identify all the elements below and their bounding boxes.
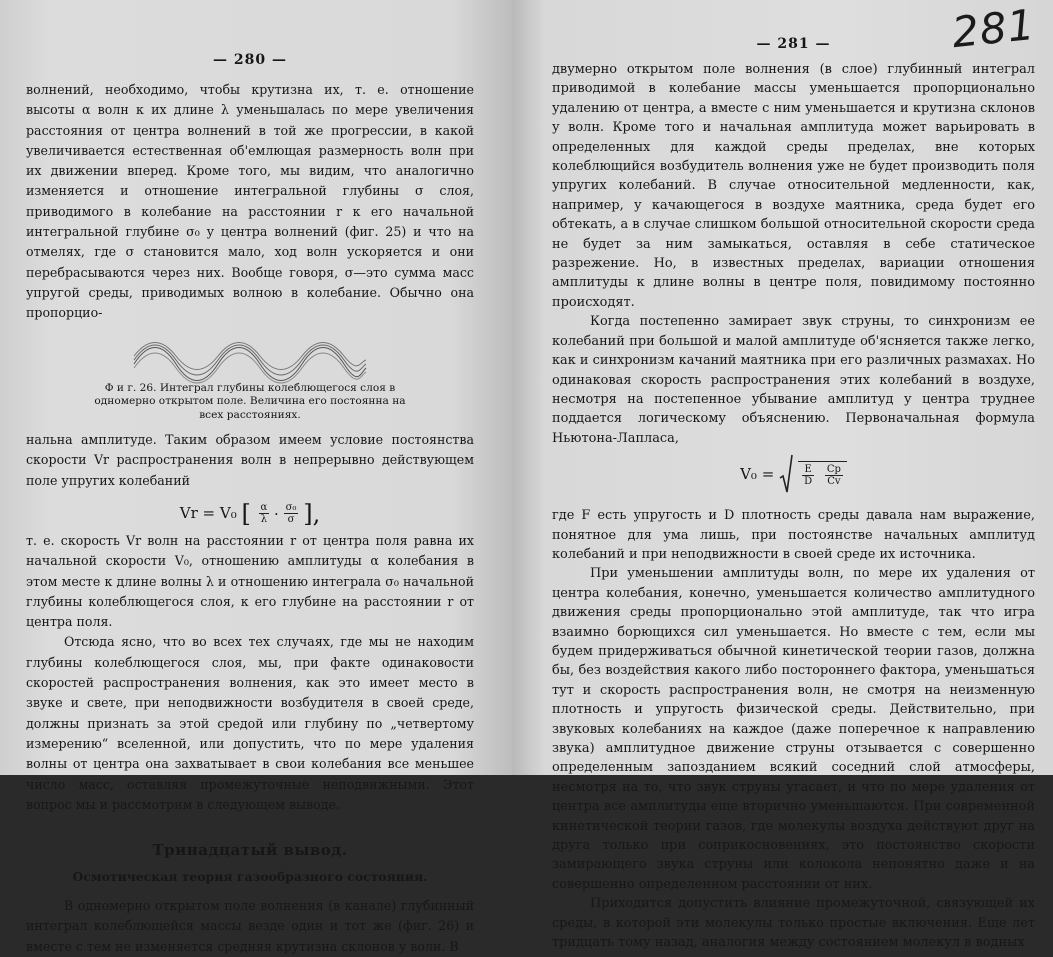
right-page xyxy=(512,0,1053,951)
fraction-denominator-lambda: λ xyxy=(260,514,268,526)
fraction-numerator-e: E xyxy=(804,464,812,476)
figure-caption: Ф и г. 26. Интеграл глубины колеблющегося слоя в одномерно открытом поле. Величина его постоянна на всех расстояниях. xyxy=(94,381,406,421)
fraction-numerator-sigma0: σ₀ xyxy=(285,502,297,514)
section-subheading: Осмотическая теория газообразного состояния. xyxy=(72,869,428,885)
page-number-right: — 281 — xyxy=(756,36,831,52)
left-paragraph-2: нальна амплитуде. Таким образом имеем условие постоянства скорости Vr распространения волн в непрерывно действующем поле упругих колебаний xyxy=(26,432,474,488)
square-root xyxy=(779,454,847,494)
formula-v0: V₀ = xyxy=(740,465,775,484)
figure-26 xyxy=(26,334,474,423)
fraction-cp-cv xyxy=(825,464,843,487)
right-paragraph-2: Когда постепенно замирает звук струны, то синхронизм ее колебаний при большой и малой амплитуде об'ясняется также легко, как и синхронизм качаний маятника при его различных размахах. Но одинаковая скорость распространения этих колебаний в воздухе, несмотря на постепенное убывание амплитуд у центра труднее поддается логическому объяснению. Первоначальная формула Ньютона-Лапласа, xyxy=(552,314,1035,446)
right-paragraph-4: При уменьшении амплитуды волн, по мере их удаления от центра колебания, конечно, уменьшается количество амплитудного движения среды пропорционально этой амплитуде, так что игра взаимно борющихся сил уменьшается. Но вместе с тем, если мы будем придерживаться обычной кинетической теории газов, должна бы, без воздействия какого либо постороннего фактора, уменьшаться тут и скорость распространения волн, не смотря на неизменную плотность и упругость физической среды. Действительно, при звуковых колебаниях на каждое (даже поперечное к направлению звука) амплитудное движение струны отзывается с совершенно определенным запозданием всякий соседний слой атмосферы, несмотря на то, что звук струны угасает, и что по мере удаления от центра все амплитуды еще вторично уменьшаются. При современной кинетической теории газов, где молекулы воздуха действуют друг на друга только при соприкосновениях, это постоянство скорости замирающего звука струны или колокола непонятно даже и на совершенно определенном расстоянии от них. xyxy=(552,566,1035,892)
section-heading: Тринадцатый вывод. xyxy=(152,841,348,860)
left-paragraph-3: т. е. скорость Vr волн на расстоянии r от центра поля равна их начальной скорости V₀, отношению амплитуды α колебания в этом месте к длине волны λ и отношению интеграла σ₀ начальной глубины колеблющегося слоя, к его глубине на расстоянии r от центра поля. xyxy=(26,532,474,630)
left-page xyxy=(0,0,512,954)
left-paragraph-5: В одномерно открытом поле волнения (в канале) глубинный интеграл колеблющейся массы везде один и тот же (фиг. 26) и вместе с тем не изменяется средняя крутизна склонов у волн. В xyxy=(26,898,474,954)
right-paragraph-5: Приходится допустить влияние промежуточной, связующей их среды, в которой эти молекулы только простые включения. Еще лет тридцать тому назад, аналогия между состоянием молекул в водных xyxy=(552,896,1035,951)
right-paragraph-3: где F есть упругость и D плотность среды давала нам выражение, понятное для ума лишь, при постоянстве начальных амплитуд колебаний и при неподвижности в своей среде их источника. xyxy=(552,508,1035,562)
velocity-formula: Vr = V₀ [ $\frac{\alpha}{\lambda}$ · $\frac{\text{σ₀}}{\sigma}$ ], xyxy=(179,499,321,528)
fraction-denominator-d: D xyxy=(804,476,813,488)
fraction-alpha-lambda xyxy=(259,502,270,525)
fraction-numerator-alpha: α xyxy=(260,502,268,514)
formula-lhs: Vr = V₀ xyxy=(179,503,237,522)
fraction-e-d xyxy=(802,464,813,487)
wave-illustration xyxy=(130,334,370,378)
fraction-denominator-cv: Cv xyxy=(827,476,841,488)
newton-laplace-formula xyxy=(552,454,1035,500)
fraction-sigma xyxy=(284,502,299,525)
page-number-left: — 280 — xyxy=(213,52,287,68)
fraction-numerator-cp: Cp xyxy=(826,464,841,476)
left-paragraph-1: волнений, необходимо, чтобы крутизна их, т. е. отношение высоты α волн к их длине λ уменьшалась по мере увеличения расстояния от центра волнений в той же прогрессии, в какой увеличивается естественная об'емлющая размерность волн при их движении вперед. Кроме того, мы видим, что аналогично изменяется и отношение интегральной глубины σ слоя, приводимого в колебание на расстоянии r к его начальной интегральной глубине σ₀ у центра волнений (фиг. 25) и что на отмелях, где σ становится мало, ход волн ускоряется и они перебрасываются через них. Вообще говоря, σ—это сумма масс упругой среды, приводимых волною в колебание. Обычно она пропорцио- xyxy=(26,82,474,321)
right-paragraph-1: двумерно открытом поле волнения (в слое) глубинный интеграл приводимой в колебание массы уменьшается пропорционально удалению от центра, а вместе с ним уменьшается и крутизна склонов у волн. Кроме того и начальная амплитуда может варьировать в определенных для каждой среды пределах, вне которых колеблющийся возбудитель волнения уже не будет производить поля упругих колебаний. В случае относительной медленности, как, например, у качающегося в воздухе маятника, среда будет его обтекать, а в случае слишком большой относительной скорости среда не будет за ним замыкаться, оставляя в себе статическое разрежение. Но, в известных пределах, вариации отношения амплитуды к длине волны в центре поля, повидимому постоянно происходят. xyxy=(552,62,1035,310)
handwritten-page-number: 281 xyxy=(949,0,1038,58)
left-paragraph-4: Отсюда ясно, что во всех тех случаях, где мы не находим глубины колеблющегося слоя, мы, при факте одинаковости скоростей распространения волнения, как это имеет место в звуке и свете, при неподвижности возбудителя в своей среде, должны признать за этой средой или глубину по „четвертому измерению“ вселенной, или допустить, что по мере удаления волны от центра она захватывает в свои колебания все меньшее число масс, оставляя промежуточные неподвижными. Этот вопрос мы и рассмотрим в следующем выводе. xyxy=(26,634,474,812)
fraction-denominator-sigma: σ xyxy=(287,514,295,526)
